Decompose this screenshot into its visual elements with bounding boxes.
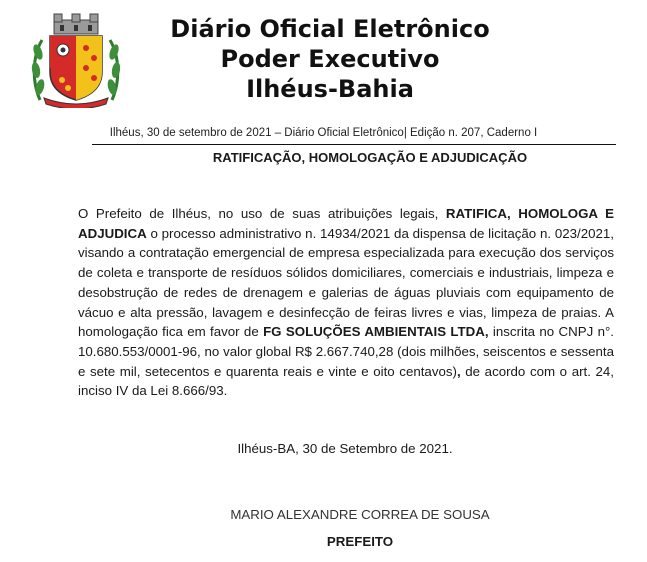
signer-title: PREFEITO xyxy=(326,534,394,549)
body-part-1: O Prefeito de Ilhéus, no uso de suas atribuições legais, xyxy=(78,206,446,221)
document-body xyxy=(78,204,614,401)
signer-name: MARIO ALEXANDRE CORREA DE SOUSA xyxy=(230,507,490,522)
body-part-3: inscrita no CNPJ n°. 10.680.553/0001-96, no valor global R$ 2.667.740,28 (dois milhões, seiscentos e sessenta e sete mil, setecentos e quarenta reais e vinte e oito centavos) xyxy=(78,324,614,379)
edition-line: Ilhéus, 30 de setembro de 2021 – Diário Oficial Eletrônico| Edição n. 207, Caderno I xyxy=(109,127,538,139)
ilheus-coat-of-arms-icon xyxy=(30,12,122,108)
document-title: RATIFICAÇÃO, HOMOLOGAÇÃO E ADJUDICAÇÃO xyxy=(212,150,528,165)
masthead-line-1: Diário Oficial Eletrônico xyxy=(170,15,490,43)
body-bold-1: RATIFICA, HOMOLOGA E ADJUDICA xyxy=(78,206,614,241)
header-divider xyxy=(92,144,616,145)
body-part-2: o processo administrativo n. 14934/2021 da dispensa de licitação n. 023/2021, visando a contratação emergencial de empresa especializada para execução dos serviços de coleta e transporte de resíduos sólidos domiciliares, comerciais e industriais, limpeza e desobstrução de redes de drenagem e galerias de águas pluviais com equipamento de vácuo e alta pressão, lavagem e desinfecção de feiras livres e vias, limpeza de praias. A homologação fica em favor de xyxy=(78,225,614,340)
masthead xyxy=(130,14,530,104)
body-part-4: de acordo com o art. 24, inciso IV da Lei 8.666/93. xyxy=(78,363,615,399)
body-bold-2: FG SOLUÇÕES AMBIENTAIS LTDA, xyxy=(263,324,489,340)
body-bold-3: , xyxy=(456,363,461,379)
masthead-line-2: Poder Executivo xyxy=(220,45,440,73)
masthead-line-3: Ilhéus-Bahia xyxy=(246,75,414,103)
place-date: Ilhéus-BA, 30 de Setembro de 2021. xyxy=(237,441,453,456)
